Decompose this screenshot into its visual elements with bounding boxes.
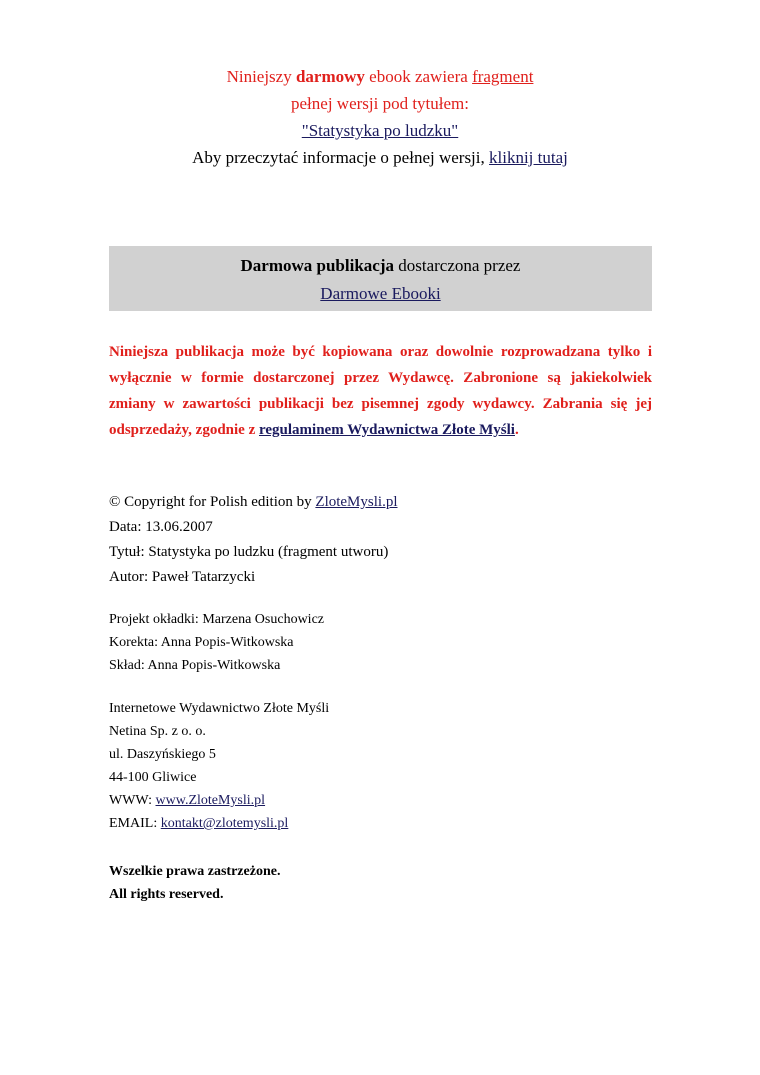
www-label: WWW: xyxy=(109,793,156,808)
date-line: Data: 13.06.2007 xyxy=(109,519,213,535)
intro-text: ebook zawiera xyxy=(364,67,473,86)
notice-text: Niniejsza publikacja może być kopiowana oraz dowolnie rozprowadzana tylko i wyłącznie w formie dostarczonej przez Wydawcę. Zabronione są jakiekolwiek zmiany w zawartości publikacji bez pisemnej zgody wydawcy. Zabrania się jej odsprzedaży, zgodnie z xyxy=(109,344,652,438)
banner-line-1 xyxy=(109,255,652,277)
publication-meta xyxy=(109,490,398,590)
banner-line-2 xyxy=(109,283,652,305)
banner-text: dostarczona przez xyxy=(394,256,521,275)
fragment-link[interactable]: fragment xyxy=(472,67,534,86)
publisher-street: ul. Daszyńskiego 5 xyxy=(109,747,216,762)
copyright-line xyxy=(109,490,398,515)
publisher-name: Internetowe Wydawnictwo Złote Myśli xyxy=(109,701,330,716)
banner-bold: Darmowa publikacja xyxy=(240,256,394,275)
publisher-block xyxy=(109,697,329,835)
rights-en: All rights reserved. xyxy=(109,887,224,902)
credits-block xyxy=(109,608,324,677)
intro-line-3 xyxy=(0,117,760,144)
copyright-notice xyxy=(109,339,652,443)
rights-block xyxy=(109,860,280,906)
terms-link[interactable]: regulaminem Wydawnictwa Złote Myśli xyxy=(259,422,515,438)
proofreading-credit: Korekta: Anna Popis-Witkowska xyxy=(109,635,294,650)
email-label: EMAIL: xyxy=(109,816,161,831)
publisher-city: 44-100 Gliwice xyxy=(109,770,197,785)
typesetting-credit: Skład: Anna Popis-Witkowska xyxy=(109,658,281,673)
zlotemysli-link[interactable]: ZloteMysli.pl xyxy=(315,494,398,510)
publication-banner xyxy=(109,246,652,311)
www-link[interactable]: www.ZloteMysli.pl xyxy=(155,793,266,808)
title-line: Tytuł: Statystyka po ludzku (fragment utworu) xyxy=(109,544,389,560)
author-line: Autor: Paweł Tatarzycki xyxy=(109,569,256,585)
intro-line-1 xyxy=(0,63,760,90)
book-title-link[interactable]: "Statystyka po ludzku" xyxy=(301,121,459,140)
notice-end: . xyxy=(514,422,519,438)
email-link[interactable]: kontakt@zlotemysli.pl xyxy=(160,816,289,831)
copyright-text: © Copyright for Polish edition by xyxy=(109,494,316,510)
intro-block xyxy=(0,63,760,171)
free-ebooks-link[interactable]: Darmowe Ebooki xyxy=(320,284,441,303)
publisher-email xyxy=(109,812,329,835)
intro-line-4 xyxy=(0,144,760,171)
rights-pl: Wszelkie prawa zastrzeżone. xyxy=(109,864,281,879)
cover-credit: Projekt okładki: Marzena Osuchowicz xyxy=(109,612,324,627)
intro-text: Niniejszy xyxy=(226,67,296,86)
click-here-link[interactable]: kliknij tutaj xyxy=(489,148,568,167)
publisher-www xyxy=(109,789,329,812)
intro-text: Aby przeczytać informacje o pełnej wersji, xyxy=(192,148,490,167)
intro-bold: darmowy xyxy=(295,67,365,86)
publisher-company: Netina Sp. z o. o. xyxy=(109,724,206,739)
intro-line-2: pełnej wersji pod tytułem: xyxy=(291,94,469,113)
